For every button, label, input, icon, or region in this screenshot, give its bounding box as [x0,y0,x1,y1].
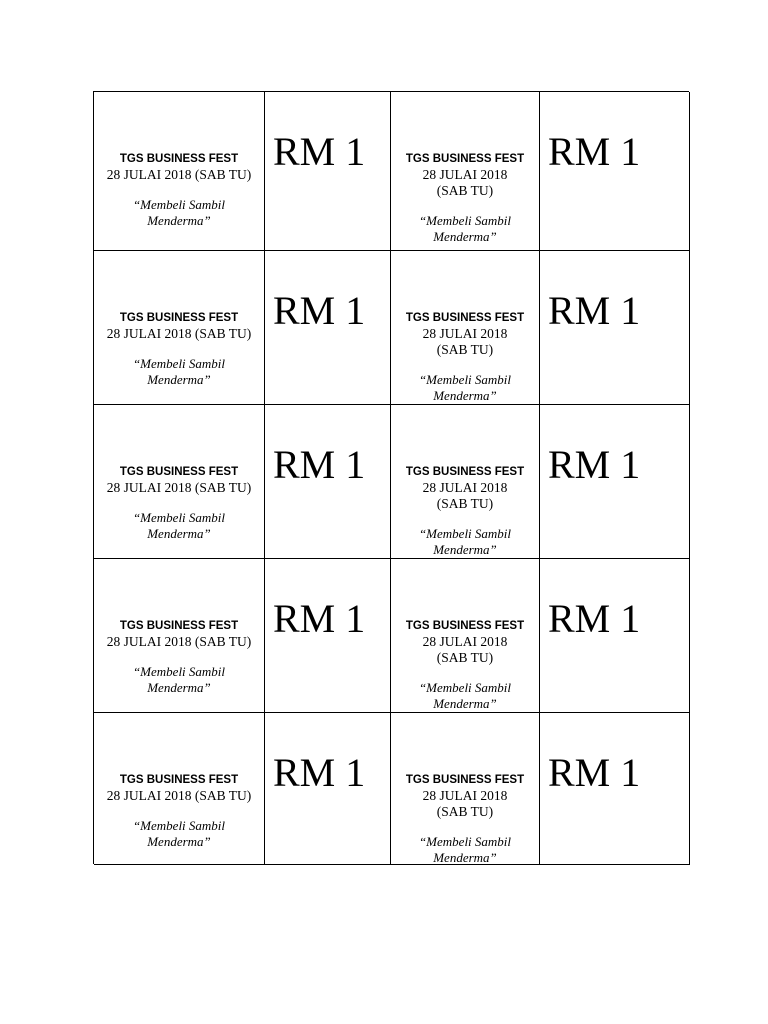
coupon-info-2 [391,92,540,251]
event-date: 28 JULAI 2018 (SAB TU) [422,480,508,511]
coupon-price-6: RM 1 [540,405,690,559]
coupon-price-10: RM 1 [540,713,690,865]
coupon-info-5 [94,405,265,559]
event-slogan: “Membeli Sambil Menderma” [418,834,512,865]
event-date: 28 JULAI 2018 (SAB TU) [106,634,252,649]
coupon-info-4 [391,251,540,405]
coupon-info-10 [391,713,540,865]
event-name: TGS BUSINESS FEST [405,153,525,165]
event-name: TGS BUSINESS FEST [405,312,525,324]
event-name: TGS BUSINESS FEST [405,466,525,478]
coupon-info-9 [94,713,265,865]
event-date: 28 JULAI 2018 (SAB TU) [106,788,252,803]
event-slogan: “Membeli Sambil Menderma” [132,818,226,849]
event-date: 28 JULAI 2018 (SAB TU) [422,788,508,819]
coupon-info-7 [94,559,265,713]
coupon-price-9: RM 1 [265,713,391,865]
event-name: TGS BUSINESS FEST [405,620,525,632]
coupon-info-3 [94,251,265,405]
event-date: 28 JULAI 2018 (SAB TU) [106,326,252,341]
event-date: 28 JULAI 2018 (SAB TU) [422,634,508,665]
coupon-info-8 [391,559,540,713]
event-slogan: “Membeli Sambil Menderma” [418,526,512,557]
event-date: 28 JULAI 2018 (SAB TU) [106,167,252,182]
event-name: TGS BUSINESS FEST [119,620,239,632]
event-slogan: “Membeli Sambil Menderma” [132,356,226,387]
event-slogan: “Membeli Sambil Menderma” [418,680,512,711]
coupon-info-1 [94,92,265,251]
event-slogan: “Membeli Sambil Menderma” [418,372,512,403]
event-name: TGS BUSINESS FEST [119,466,239,478]
coupon-price-8: RM 1 [540,559,690,713]
coupon-info-6 [391,405,540,559]
event-slogan: “Membeli Sambil Menderma” [132,664,226,695]
event-slogan: “Membeli Sambil Menderma” [132,197,226,228]
event-slogan: “Membeli Sambil Menderma” [132,510,226,541]
event-date: 28 JULAI 2018 (SAB TU) [422,167,508,198]
event-name: TGS BUSINESS FEST [119,774,239,786]
coupon-sheet [93,91,689,864]
coupon-price-4: RM 1 [540,251,690,405]
event-name: TGS BUSINESS FEST [119,312,239,324]
event-name: TGS BUSINESS FEST [405,774,525,786]
coupon-price-3: RM 1 [265,251,391,405]
coupon-price-2: RM 1 [540,92,690,251]
event-name: TGS BUSINESS FEST [119,153,239,165]
coupon-price-1: RM 1 [265,92,391,251]
event-date: 28 JULAI 2018 (SAB TU) [422,326,508,357]
event-slogan: “Membeli Sambil Menderma” [418,213,512,244]
coupon-price-7: RM 1 [265,559,391,713]
coupon-price-5: RM 1 [265,405,391,559]
event-date: 28 JULAI 2018 (SAB TU) [106,480,252,495]
